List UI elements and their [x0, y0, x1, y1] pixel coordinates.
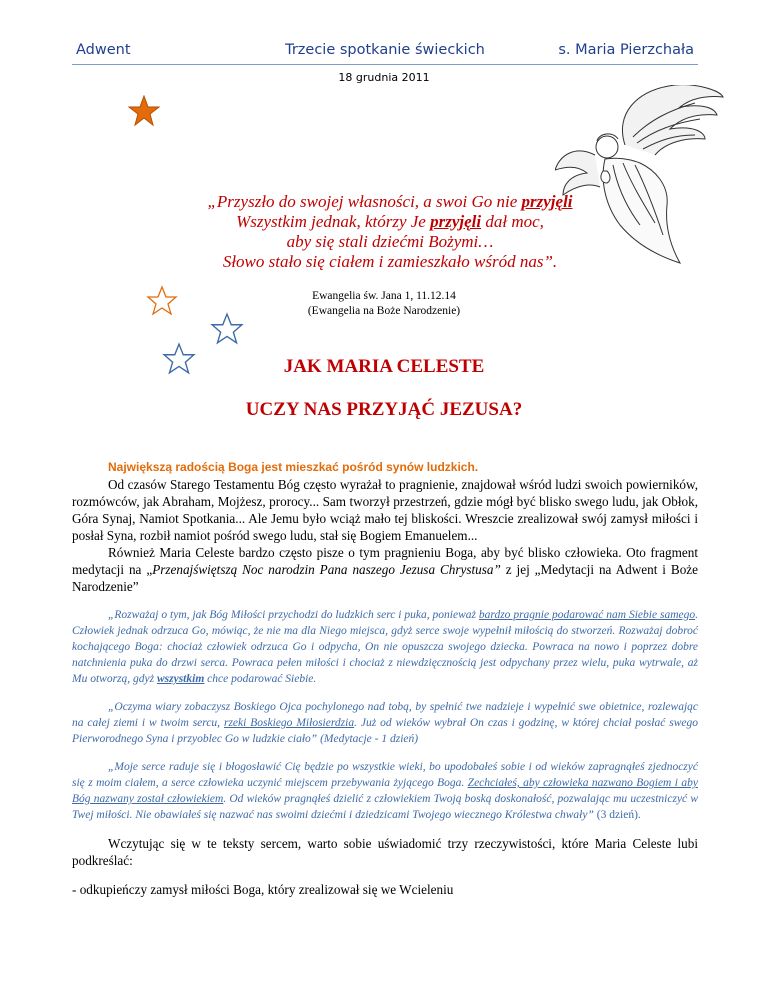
- paragraph-3: Wczytując się w te teksty sercem, warto sobie uświadomić trzy rzeczywistości, które Maria Celeste lubi podkreślać:: [72, 836, 698, 868]
- lead-sentence: Największą radością Boga jest mieszkać pośród synów ludzkich.: [108, 460, 479, 474]
- header-left: Adwent: [76, 42, 131, 58]
- gospel-quote: [140, 192, 640, 272]
- quote-source: Ewangelia św. Jana 1, 11.12.14 (Ewangelia na Boże Narodzenie): [307, 290, 461, 317]
- paragraph-1: Od czasów Starego Testamentu Bóg często wyrażał to pragnienie, znajdował wśród ludzi swoich powierników, rozmówców, jak Abraham, Mojżesz, prorocy... Sam tworzył przestrzeń, gdzie mógł być blisko swego ludu, jak Obłok, Góra Synaj, Namiot Spotkania... Ale Jemu było wciąż mało tej bliskości. Wreszcie zrealizował swój zamysł miłości i posłał Syna, rozbił namiot pośród swego ludu, stał się Bogiem Emanuelem...: [72, 477, 698, 543]
- main-title-line-2: UCZY NAS PRZYJĄĆ JEZUSA?: [245, 399, 523, 420]
- header-right: s. Maria Pierzchała: [558, 42, 694, 58]
- document-date: 18 grudnia 2011: [338, 71, 430, 84]
- quote-line-1: „Przyszło do swojej własności, a swoi Go nie przyjęli: [207, 192, 573, 211]
- filled-star-icon: [128, 95, 160, 127]
- quote-line-3: aby się stali dziećmi Bożymi…: [286, 232, 494, 251]
- meditation-quote-2: „Oczyma wiary zobaczysz Boskiego Ojca pochylonego nad tobą, by spełnić twe nadzieje i wypełnić swe obietnice, rozlewając na całej ziemi i w twoim sercu, rzeki Boskiego Miłosierdzia. Już od wieków wybrał On czas i godzinę, w której chciał posłać swego Pierworodnego Syna i przyoblec Go w ludzkie ciało” (Medytacje - 1 dzień): [72, 701, 698, 745]
- quote-line-2: Wszystkim jednak, którzy Je przyjęli dał moc,: [236, 212, 544, 231]
- meditation-quote-3: „Moje serce raduje się i błogosławić Cię będzie po wszystkie wieki, bo upodobałeś sobie i od wieków zapragnąłeś zjednoczyć się z moim ciałem, a serce człowieka uczynić miejscem przebywania żyjącego Boga. Zechciałeś, aby człowieka nazwano Bogiem i aby Bóg nazwany został człowiekiem. Od wieków pragnąłeś dzielić z człowiekiem Twoją boską doskonałość, pozwalając mu uczestniczyć w Twej miłości. Nie obawiałeś się nazwać nas swoimi dziećmi i dziedzicami Twojego wiecznego Królestwa chwały” (3 dzień).: [72, 761, 698, 821]
- list-item: - odkupieńczy zamysł miłości Boga, który zrealizował się we Wcieleniu: [72, 882, 454, 897]
- main-title-line-1: JAK MARIA CELESTE: [283, 356, 485, 377]
- header-center: Trzecie spotkanie świeckich: [285, 42, 485, 58]
- page-header: [72, 40, 698, 65]
- meditation-quote-1: „Rozważaj o tym, jak Bóg Miłości przychodzi do ludzkich serc i puka, ponieważ bardzo pragnie podarować nam Siebie samego. Człowiek jednak odrzuca Go, mówiąc, że nie ma dla Niego miejsca, gdyż serce swoje wypełnił miłością do stworzeń. Rozważaj dobroć kochającego Boga: chociaż człowiek odrzuca Go i odpycha, On nie opuszcza swojego dziecka. Powraca na nowo i poprzez dobre natchnienia puka do drzwi serca. Powraca pełen miłości i chociaż z niewdzięcznością jest odpychany przez wielu, puka wytrwale, aż Mu otworzą, gdyż wszystkim chce podarować Siebie.: [72, 609, 698, 685]
- paragraph-2: Również Maria Celeste bardzo często pisze o tym pragnieniu Boga, aby być blisko człowieka. Oto fragment medytacji na „Przenajświętszą Noc narodzin Pana naszego Jezusa Chrystusa” z jej „Medytacji na Adwent i Boże Narodzenie”: [72, 545, 699, 594]
- body-text: [72, 459, 698, 898]
- quote-line-4: Słowo stało się ciałem i zamieszkało wśród nas”.: [222, 252, 558, 271]
